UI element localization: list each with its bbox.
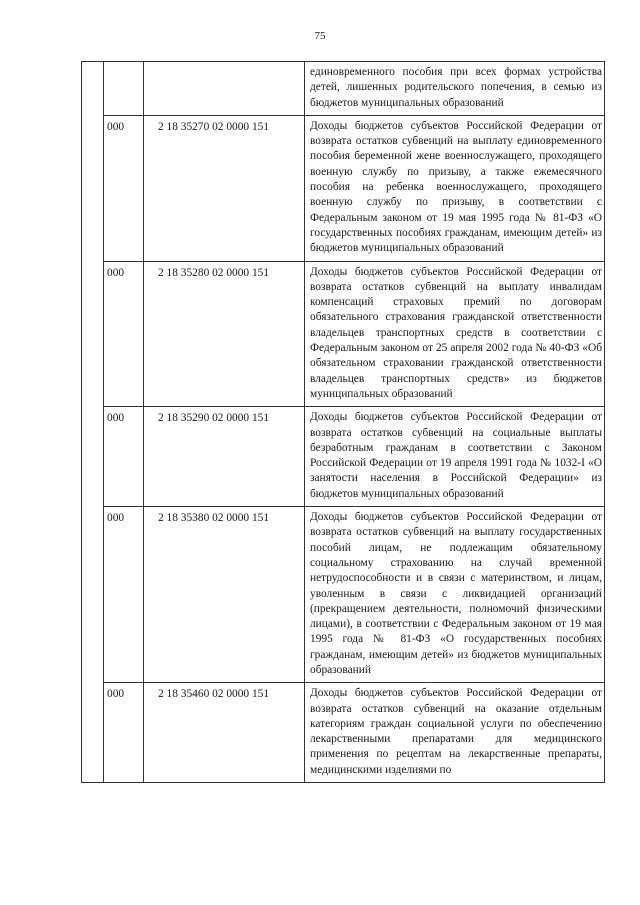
page-number: 75: [314, 30, 326, 42]
budget-code-cell: [144, 62, 305, 116]
description-cell: единовременного пособия при всех формах устройства детей, лишенных родительского попечения, в семью из бюджетов муниципальных образований: [305, 62, 605, 116]
budget-code-cell: 2 18 35460 02 0000 151: [144, 683, 305, 783]
budget-code-cell: 2 18 35290 02 0000 151: [144, 407, 305, 507]
table-row: [82, 62, 605, 116]
table-row: [82, 115, 605, 261]
description-cell: Доходы бюджетов субъектов Российской Федерации от возврата остатков субвенций на выплату инвалидам компенсаций страховых премий по договорам обязательного страхования гражданской ответственности владельцев транспортных средств в соответствии с Федеральным законом от 25 апреля 2002 года № 40-ФЗ «Об обязательном страховании гражданской ответственности владельцев транспортных средств» из бюджетов муниципальных образований: [305, 261, 605, 407]
table-row: [82, 507, 605, 683]
budget-code-cell: 2 18 35270 02 0000 151: [144, 115, 305, 261]
budget-code-cell: 2 18 35380 02 0000 151: [144, 507, 305, 683]
admin-code-cell: 000: [104, 683, 144, 783]
admin-code-cell: 000: [104, 407, 144, 507]
description-cell: Доходы бюджетов субъектов Российской Федерации от возврата остатков субвенций на выплату государственных пособий лицам, не подлежащим обязательному социальному страхованию на случай временной нетрудоспособности и в связи с материнством, и лицам, уволенным в связи с ликвидацией организаций (прекращением деятельности, полномочий физическими лицами), в соответствии с Федеральным законом от 19 мая 1995 года № 81-ФЗ «О государственных пособиях гражданам, имеющим детей» из бюджетов муниципальных образований: [305, 507, 605, 683]
left-margin-column: [82, 62, 104, 783]
table-row: [82, 407, 605, 507]
table-row: [82, 261, 605, 407]
description-cell: Доходы бюджетов субъектов Российской Федерации от возврата остатков субвенций на социальные выплаты безработным гражданам в соответствии с Законом Российской Федерации от 19 апреля 1991 года № 1032-I «О занятости населения в Российской Федерации» из бюджетов муниципальных образований: [305, 407, 605, 507]
description-cell: Доходы бюджетов субъектов Российской Федерации от возврата остатков субвенций на оказание отдельным категориям граждан социальной услуги по обеспечению лекарственными препаратами для медицинского применения по рецептам на лекарственные препараты, медицинскими изделиями по: [305, 683, 605, 783]
description-cell: Доходы бюджетов субъектов Российской Федерации от возврата остатков субвенций на выплату единовременного пособия беременной жене военнослужащего, проходящего военную службу по призыву, а также ежемесячного пособия на ребенка военнослужащего, проходящего военную службу по призыву, в соответствии с Федеральным законом от 19 мая 1995 года № 81-ФЗ «О государственных пособиях гражданам, имеющим детей» из бюджетов муниципальных образований: [305, 115, 605, 261]
admin-code-cell: 000: [104, 507, 144, 683]
admin-code-cell: [104, 62, 144, 116]
admin-code-cell: 000: [104, 115, 144, 261]
budget-revenue-table: [81, 61, 605, 783]
table-row: [82, 683, 605, 783]
admin-code-cell: 000: [104, 261, 144, 407]
budget-code-cell: 2 18 35280 02 0000 151: [144, 261, 305, 407]
